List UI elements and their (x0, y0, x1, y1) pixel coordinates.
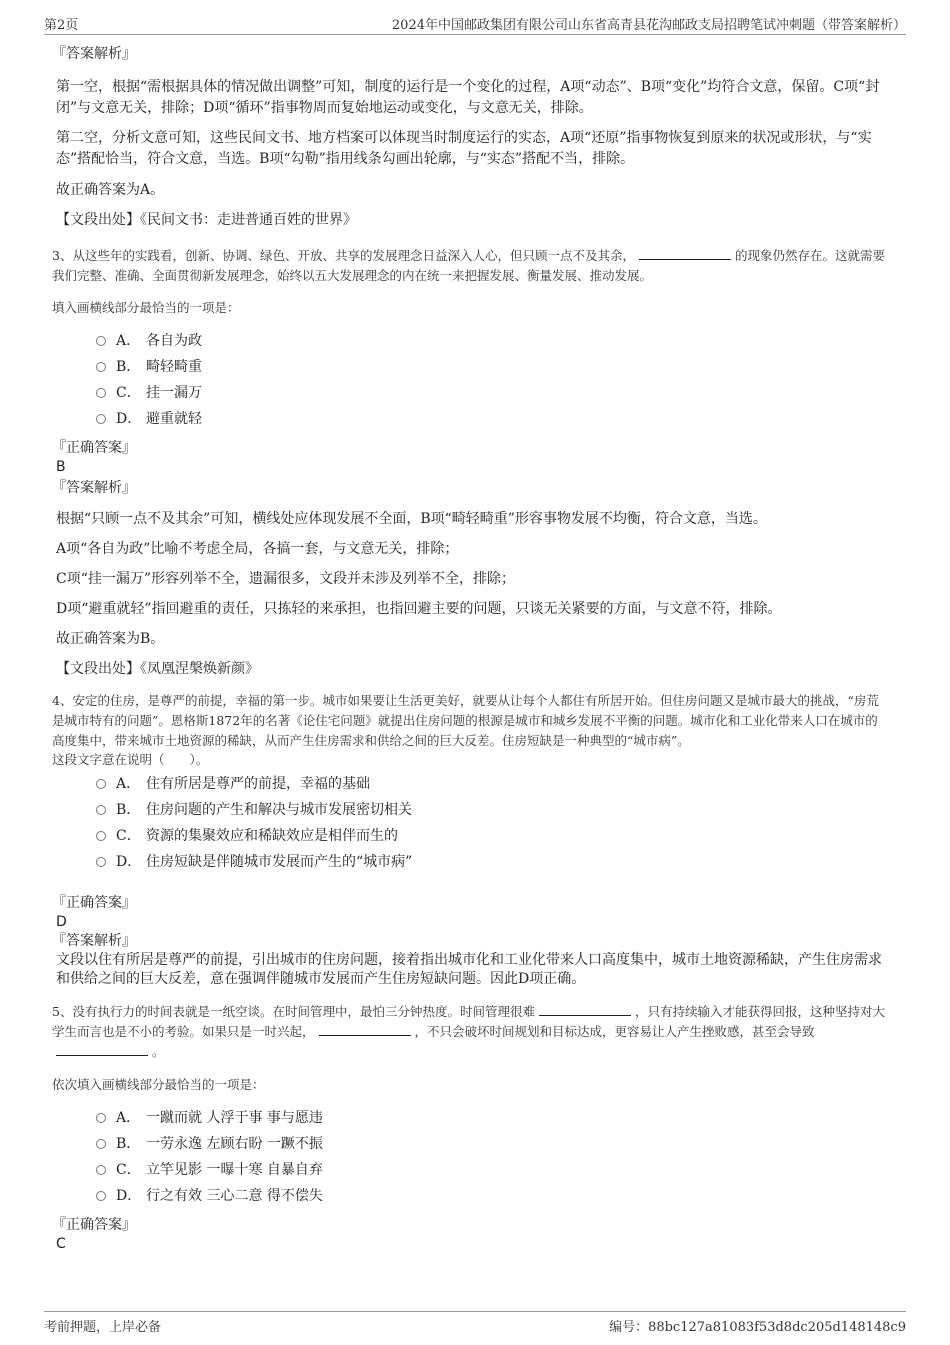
q5-option-c[interactable]: C． 立竿见影 一曝十寒 自暴自弃 (96, 1157, 890, 1183)
source-label: 【文段出处】 (56, 212, 140, 228)
radio-icon[interactable] (96, 336, 106, 346)
q4-option-b[interactable]: B． 住房问题的产生和解决与城市发展密切相关 (96, 797, 890, 823)
radio-icon[interactable] (96, 831, 106, 841)
q3-analysis-3: C项“挂一漏万”形容列举不全，遗漏很多，文段并未涉及列举不全，排除； (56, 571, 516, 587)
q5-answer: C (56, 1236, 66, 1252)
q5-prompt: 依次填入画横线部分最恰当的一项是： (52, 1077, 265, 1092)
page-content (52, 44, 890, 1253)
q4-option-a[interactable]: A． 住有所居是尊严的前提，幸福的基础 (96, 771, 890, 797)
answer-blank (56, 1043, 148, 1056)
q4-question: 4、安定的住房，是尊严的前提，幸福的第一步。城市如果要让生活更美好，就要从让每个人都住有所居开始。但住房问题又是城市最大的挑战，“房荒是城市特有的问题”。恩格斯1872年的名著《论住宅问题》就提出住房问题的根源是城市和城乡发展不平衡的问题。城市化和工业化带来人口在城市的高度集中，带来城市土地资源的稀缺，从而产生住房需求和供给之间的巨大反差。住房短缺是一种典型的“城市病”。 (52, 693, 879, 748)
q2-analysis-p2: 第二空，分析文意可知，这些民间文书、地方档案可以体现当时制度运行的实态，A项“还原”指事物恢复到原来的状况或形状，与“实态”搭配恰当，符合文意，当选。B项“勾勒”指用线条勾画出轮廓，与“实态”搭配不当，排除。 (56, 130, 872, 167)
q5-option-b[interactable]: B． 一劳永逸 左顾右盼 一蹶不振 (96, 1131, 890, 1157)
q3-source (56, 659, 890, 679)
q3-correct-label: 『正确答案』 (52, 440, 136, 456)
answer-blank (319, 1023, 411, 1036)
q3-option-b[interactable]: B． 畸轻畸重 (96, 354, 890, 380)
q4-analysis-label: 『答案解析』 (52, 933, 136, 949)
q3-question: 3、从这些年的实践看，创新、协调、绿色、开放、共享的发展理念日益深入人心，但只顾一点不及其余， 的现象仍然存在。这就需要我们完整、准确、全面贯彻新发展理念，始终以五大发展理念的内在统一来把握发展、衡量发展、推动发展。 (52, 248, 885, 283)
q3-answer: B (56, 459, 66, 475)
document-code: 编号：88bc127a81083f53d8dc205d148148c9 (609, 1320, 906, 1335)
radio-icon[interactable] (96, 1113, 106, 1123)
q5-option-d[interactable]: D． 行之有效 三心二意 得不偿失 (96, 1183, 890, 1209)
radio-icon[interactable] (96, 414, 106, 424)
q3-analysis-2: A项“各自为政”比喻不考虑全局，各搞一套，与文意无关，排除； (56, 541, 459, 557)
source-title: 《凤凰涅槃焕新颜》 (140, 661, 259, 677)
radio-icon[interactable] (96, 1191, 106, 1201)
q2-analysis-p1: 第一空，根据“需根据具体的情况做出调整”可知，制度的运行是一个变化的过程，A项“动态”、B项“变化”均符合文意，保留。C项“封闭”与文意无关，排除；D项“循环”指事物周而复始地运动或变化，与文意无关，排除。 (56, 79, 880, 116)
q5-option-a[interactable]: A． 一蹴而就 人浮于事 事与愿违 (96, 1105, 890, 1131)
q3-analysis-4: D项“避重就轻”指回避重的责任，只拣轻的来承担，也指回避主要的问题，只谈无关紧要的方面，与文意不符，排除。 (56, 601, 782, 617)
q3-prompt: 填入画横线部分最恰当的一项是： (52, 300, 240, 315)
radio-icon[interactable] (96, 388, 106, 398)
q4-option-d[interactable]: D． 住房短缺是伴随城市发展而产生的“城市病” (96, 849, 890, 875)
q5-correct-label: 『正确答案』 (52, 1217, 136, 1233)
q3-option-a[interactable]: A． 各自为政 (96, 328, 890, 354)
q4-correct-label: 『正确答案』 (52, 895, 136, 911)
page-footer (44, 1311, 906, 1334)
footer-slogan: 考前押题，上岸必备 (44, 1320, 162, 1335)
q3-analysis-1: 根据“只顾一点不及其余”可知，横线处应体现发展不全面，B项“畸轻畸重”形容事物发展不均衡，符合文意，当选。 (56, 511, 767, 527)
q4-answer: D (56, 914, 67, 930)
q3-option-d[interactable]: D． 避重就轻 (96, 406, 890, 432)
page-number: 第2页 (44, 18, 79, 33)
radio-icon[interactable] (96, 1165, 106, 1175)
q4-option-c[interactable]: C． 资源的集聚效应和稀缺效应是相伴而生的 (96, 823, 890, 849)
page-header (44, 14, 906, 35)
radio-icon[interactable] (96, 805, 106, 815)
answer-blank (539, 1003, 631, 1016)
source-label: 【文段出处】 (56, 661, 140, 677)
q3-analysis-label: 『答案解析』 (52, 480, 136, 496)
radio-icon[interactable] (96, 1139, 106, 1149)
q5-options (96, 1105, 890, 1209)
q3-option-c[interactable]: C． 挂一漏万 (96, 380, 890, 406)
q3-conclusion: 故正确答案为B。 (56, 631, 165, 647)
q4-options (96, 771, 890, 875)
q2-conclusion: 故正确答案为A。 (56, 182, 165, 198)
q2-source (56, 210, 890, 230)
answer-blank (639, 247, 731, 260)
source-title: 《民间文书：走进普通百姓的世界》 (140, 212, 357, 228)
q4-analysis: 文段以住有所居是尊严的前提，引出城市的住房问题，接着指出城市化和工业化带来人口高度集中，城市土地资源稀缺，产生住房需求和供给之间的巨大反差，意在强调伴随城市发展而产生住房短缺问题。因此D项正确。 (56, 952, 882, 987)
document-title: 2024年中国邮政集团有限公司山东省高青县花沟邮政支局招聘笔试冲刺题（带答案解析） (391, 18, 906, 33)
radio-icon[interactable] (96, 362, 106, 372)
q4-prompt: 这段文字意在说明（ ）。 (52, 752, 209, 767)
q2-analysis-label: 『答案解析』 (52, 46, 136, 62)
q5-question: 5、没有执行力的时间表就是一纸空谈。在时间管理中，最怕三分钟热度。时间管理很难 ，只有持续输入才能获得回报，这种坚持对大学生而言也是不小的考验。如果只是一时兴起， ，不只会破坏时间规划和目标达成，更容易让人产生挫败感，甚至会导致。 (52, 1004, 885, 1059)
radio-icon[interactable] (96, 857, 106, 867)
radio-icon[interactable] (96, 779, 106, 789)
q3-options (96, 328, 890, 432)
